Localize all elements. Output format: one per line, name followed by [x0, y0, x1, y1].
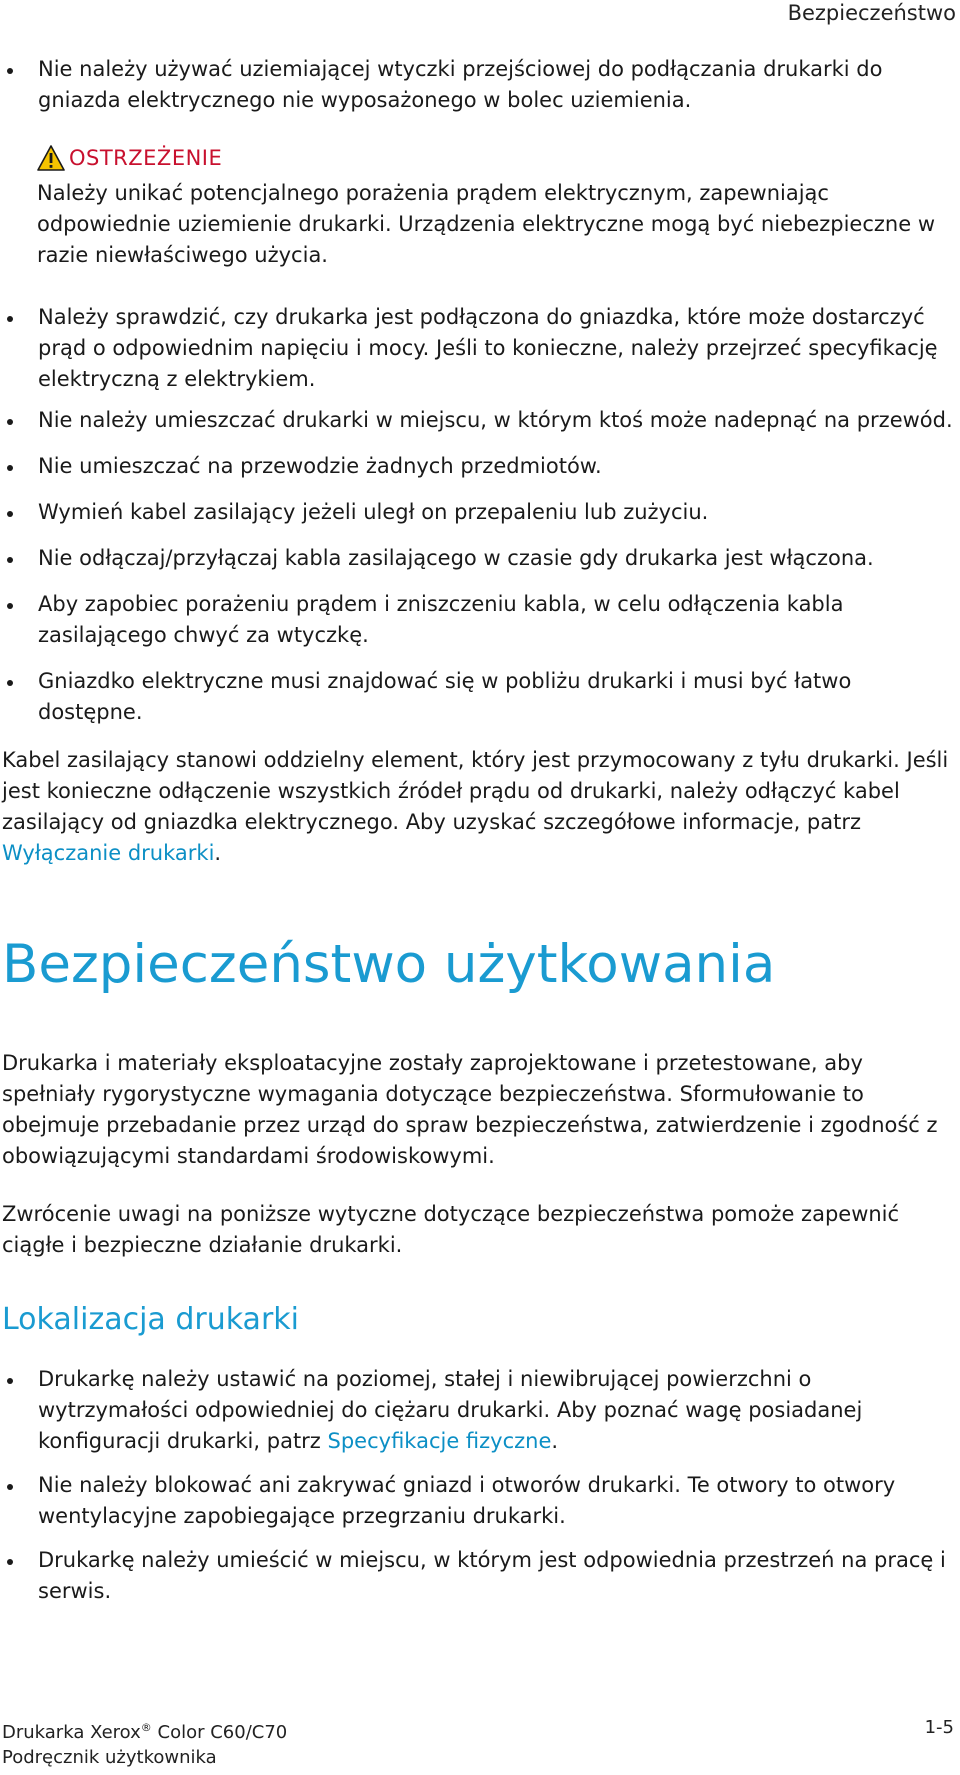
list-item-end: . — [551, 1429, 559, 1453]
link-printer-off[interactable]: Wyłączanie drukarki — [2, 841, 215, 865]
subsection-title: Lokalizacja drukarki — [2, 1302, 299, 1337]
electrical-safety-list — [0, 302, 960, 728]
list-item-text: Drukarkę należy ustawić na poziomej, stałej i niewibrującej powierzchni o wytrzymałości odpowiedniej do ciężaru drukarki. Aby poznać wagę posiadanej konfiguracji drukarki, patrz — [38, 1367, 863, 1453]
list-item-text: Wymień kabel zasilający jeżeli uległ on przepaleniu lub zużyciu. — [38, 500, 709, 524]
footer-guide-title: Podręcznik użytkownika — [2, 1747, 217, 1768]
footer-product — [2, 1715, 287, 1770]
location-list — [0, 1364, 960, 1607]
running-header: Bezpieczeństwo — [787, 1, 956, 25]
list-item-text: Aby zapobiec porażeniu prądem i zniszczeniu kabla, w celu odłączenia kabla zasilającego chwyć za wtyczkę. — [38, 592, 844, 647]
list-item — [0, 302, 960, 395]
list-item — [0, 543, 960, 574]
bullet-icon — [7, 680, 13, 686]
link-physical-specs[interactable]: Specyfikacje fizyczne — [327, 1429, 552, 1453]
warning-triangle-icon — [37, 145, 65, 171]
list-item — [0, 1545, 960, 1607]
footer-product-name: Drukarka Xerox — [2, 1722, 141, 1743]
bullet-icon — [7, 511, 13, 517]
paragraph-end: . — [214, 841, 222, 865]
page-number: 1-5 — [924, 1717, 954, 1738]
list-item-text: Nie umieszczać na przewodzie żadnych przedmiotów. — [38, 454, 602, 478]
list-item-text: Drukarkę należy umieścić w miejscu, w którym jest odpowiednia przestrzeń na pracę i serwis. — [38, 1548, 946, 1603]
warning-body: Należy unikać potencjalnego porażenia prądem elektrycznym, zapewniając odpowiednie uziemienie drukarki. Urządzenia elektryczne mogą być niebezpieczne w razie niewłaściwego użycia. — [37, 181, 935, 267]
section-intro-paragraph: Drukarka i materiały eksploatacyjne zostały zaprojektowane i przetestowane, aby spełniały rygorystyczne wymagania dotyczące bezpieczeństwa. Sformułowanie to obejmuje przebadanie przez urząd do spraw bezpieczeństwa, zatwierdzenie i zgodność z obowiązującymi standardami środowiskowymi. — [2, 1051, 938, 1168]
bullet-icon — [7, 557, 13, 563]
power-cord-paragraph — [2, 745, 957, 869]
warning-title — [37, 143, 937, 173]
bullet-icon — [7, 465, 13, 471]
bullet-icon — [7, 316, 13, 322]
list-item — [0, 666, 960, 728]
list-item-text: Nie należy blokować ani zakrywać gniazd i otworów drukarki. Te otwory to otwory wentylacyjne zapobiegające przegrzaniu drukarki. — [38, 1473, 896, 1528]
grounding-list — [0, 54, 960, 116]
list-item — [0, 1470, 960, 1532]
list-item-text: Nie odłączaj/przyłączaj kabla zasilającego w czasie gdy drukarka jest włączona. — [38, 546, 874, 570]
footer-model: Color C60/C70 — [151, 1722, 288, 1743]
list-item — [0, 54, 960, 116]
list-item — [0, 451, 960, 482]
bullet-icon — [7, 1484, 13, 1490]
warning-box — [37, 143, 937, 271]
section-guidelines-paragraph: Zwrócenie uwagi na poniższe wytyczne dotyczące bezpieczeństwa pomoże zapewnić ciągłe i bezpieczne działanie drukarki. — [2, 1202, 900, 1257]
bullet-icon — [7, 603, 13, 609]
bullet-icon — [7, 1559, 13, 1565]
list-item — [0, 497, 960, 528]
warning-label: OSTRZEŻENIE — [69, 146, 223, 170]
list-item-text: Nie należy używać uziemiającej wtyczki przejściowej do podłączania drukarki do gniazda elektrycznego nie wyposażonego w bolec uziemienia. — [38, 57, 883, 112]
bullet-icon — [7, 68, 13, 74]
list-item — [0, 589, 960, 651]
list-item — [0, 1364, 960, 1457]
list-item-text: Gniazdko elektryczne musi znajdować się w pobliżu drukarki i musi być łatwo dostępne. — [38, 669, 852, 724]
bullet-icon — [7, 1378, 13, 1384]
registered-mark: ® — [140, 1721, 152, 1734]
list-item-text: Nie należy umieszczać drukarki w miejscu, w którym ktoś może nadepnąć na przewód. — [38, 408, 953, 432]
list-item-text: Należy sprawdzić, czy drukarka jest podłączona do gniazdka, które może dostarczyć prąd o odpowiednim napięciu i mocy. Jeśli to konieczne, należy przejrzeć specyfikację elektryczną z elektrykiem. — [38, 305, 938, 391]
list-item — [0, 405, 960, 436]
bullet-icon — [7, 419, 13, 425]
paragraph-text: Kabel zasilający stanowi oddzielny element, który jest przymocowany z tyłu drukarki. Jeśli jest konieczne odłączenie wszystkich źródeł prądu od drukarki, należy odłączyć kabel zasilający od gniazdka elektrycznego. Aby uzyskać szczegółowe informacje, patrz — [2, 748, 949, 834]
section-title: Bezpieczeństwo użytkowania — [2, 934, 776, 995]
